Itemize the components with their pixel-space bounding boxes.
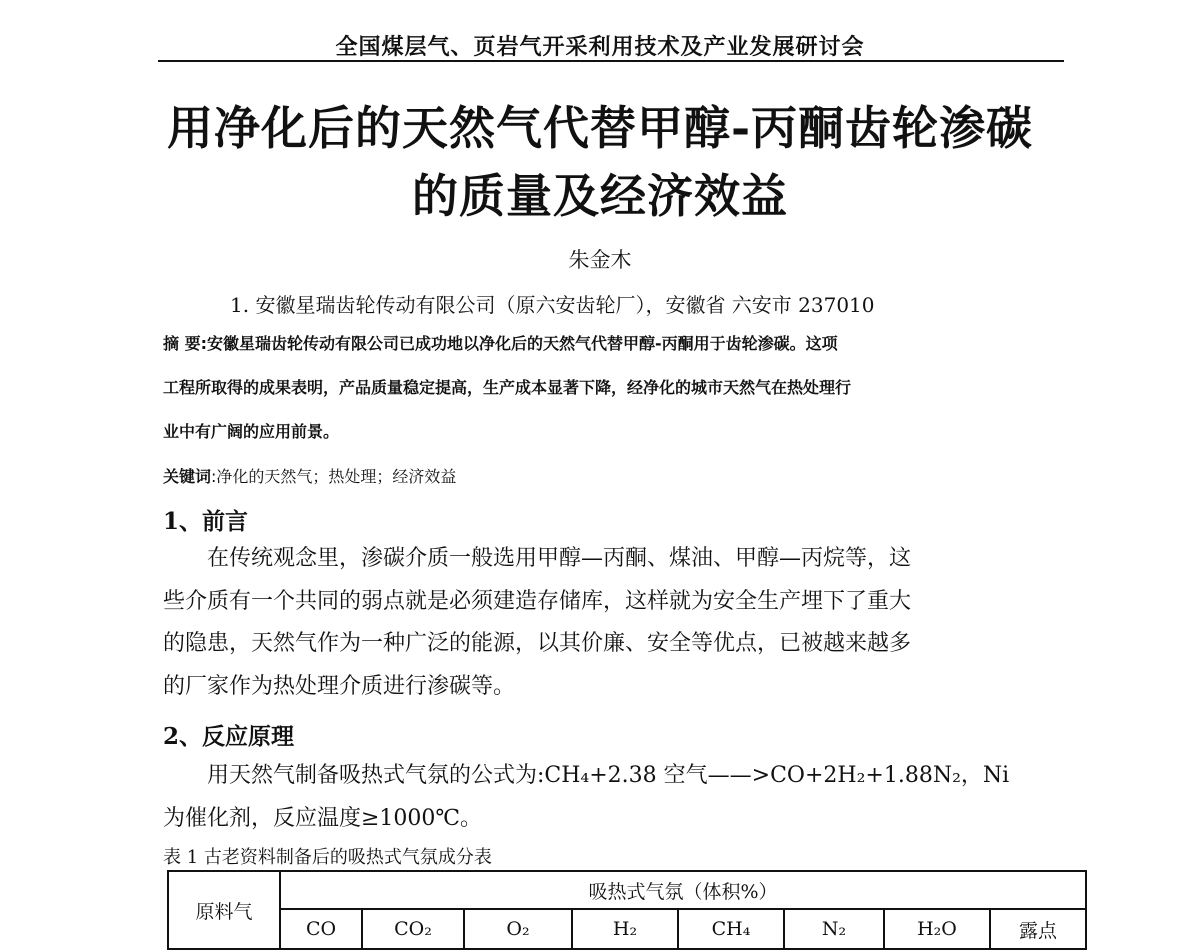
table-column-header: O₂ [464, 909, 572, 949]
table-column-header: H₂O [884, 909, 990, 949]
keywords [163, 464, 456, 487]
paper-title-line-2: 的质量及经济效益 [412, 169, 788, 223]
header-rule [158, 60, 1064, 62]
table-column-header: CO [280, 909, 362, 949]
paragraph-line: 用天然气制备吸热式气氛的公式为:CH₄+2.38 空气——>CO+2H₂+1.88N₂，Ni [163, 763, 1010, 788]
table-group-header: 吸热式气氛（体积%） [280, 871, 1086, 909]
author: 朱金木 [568, 248, 632, 272]
affiliation: 1. 安徽星瑞齿轮传动有限公司（原六安齿轮厂），安徽省 六安市 237010 [230, 293, 875, 317]
table-column-header: 露点 [990, 909, 1086, 949]
abstract-line: 摘 要:安徽星瑞齿轮传动有限公司已成功地以净化后的天然气代替甲醇-丙酮用于齿轮渗碳。这项 [163, 334, 838, 353]
keywords-label: 关键词 [163, 467, 212, 486]
paragraph-line: 在传统观念里，渗碳介质一般选用甲醇—丙酮、煤油、甲醇—丙烷等，这 [163, 546, 912, 571]
table-column-header: CH₄ [678, 909, 784, 949]
section-1-heading: 1、前言 [163, 508, 249, 535]
paragraph-line: 些介质有一个共同的弱点就是必须建造存储库，这样就为安全生产埋下了重大 [163, 588, 912, 614]
table-1 [167, 870, 1087, 950]
keywords-text: :净化的天然气；热处理；经济效益 [211, 467, 457, 486]
paragraph-line: 为催化剂，反应温度≥1000℃。 [163, 805, 483, 831]
section-2-body [163, 755, 1053, 840]
table-row-header: 原料气 [168, 871, 280, 949]
section-1-body [163, 538, 1053, 708]
abstract-label: 摘 要 [163, 334, 201, 353]
paragraph-line: 的隐患，天然气作为一种广泛的能源，以其价廉、安全等优点，已被越来越多 [163, 631, 912, 657]
abstract-line: 业中有广阔的应用前景。 [163, 422, 340, 441]
paragraph-line: 的厂家作为热处理介质进行渗碳等。 [163, 673, 516, 699]
table-column-header: H₂ [572, 909, 678, 949]
abstract [163, 322, 1043, 454]
paper-title-line-1: 用净化后的天然气代替甲醇-丙酮齿轮渗碳 [166, 101, 1034, 155]
section-2-heading: 2、反应原理 [163, 723, 295, 750]
table-1-caption: 表 1 古老资料制备后的吸热式气氛成分表 [163, 847, 492, 868]
running-head: 全国煤层气、页岩气开采利用技术及产业发展研讨会 [335, 34, 865, 60]
table-column-header: N₂ [784, 909, 884, 949]
abstract-line: 工程所取得的成果表明，产品质量稳定提高，生产成本显著下降，经净化的城市天然气在热处理行 [163, 378, 852, 397]
table-column-header: CO₂ [362, 909, 464, 949]
